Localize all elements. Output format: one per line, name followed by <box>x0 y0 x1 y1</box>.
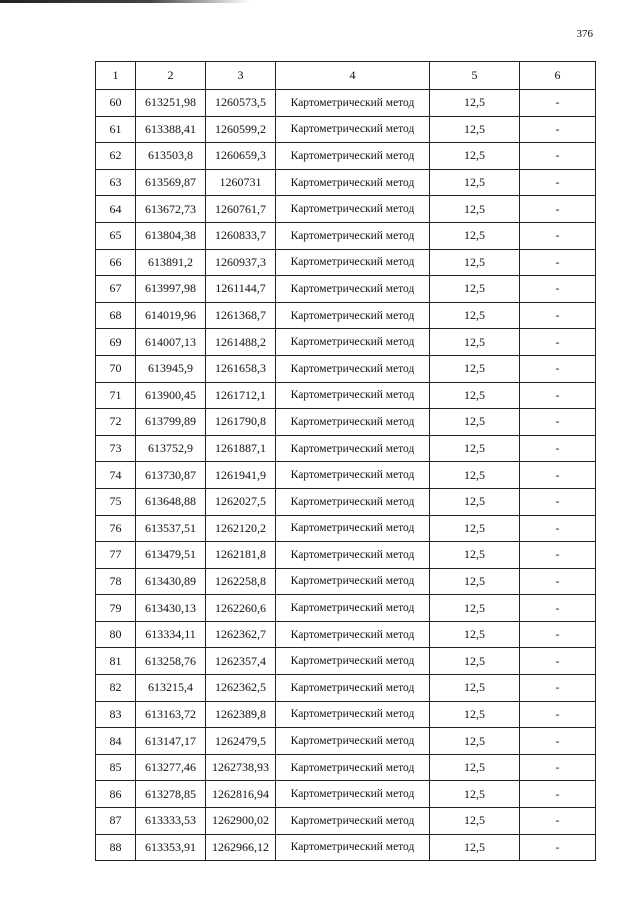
accuracy-cell: 12,5 <box>430 808 520 835</box>
accuracy-cell: 12,5 <box>430 781 520 808</box>
method-cell: Картометрический метод <box>276 834 430 861</box>
x-coordinate-cell: 614019,96 <box>136 302 206 329</box>
table-row <box>96 409 596 436</box>
table-row <box>96 435 596 462</box>
accuracy-cell: 12,5 <box>430 648 520 675</box>
method-cell: Картометрический метод <box>276 409 430 436</box>
method-cell: Картометрический метод <box>276 781 430 808</box>
point-number-cell: 66 <box>96 249 136 276</box>
x-coordinate-cell: 613945,9 <box>136 355 206 382</box>
x-coordinate-cell: 613799,89 <box>136 409 206 436</box>
note-cell: - <box>520 754 596 781</box>
y-coordinate-cell: 1261712,1 <box>206 382 276 409</box>
accuracy-cell: 12,5 <box>430 568 520 595</box>
method-cell: Картометрический метод <box>276 382 430 409</box>
note-cell: - <box>520 196 596 223</box>
table-row <box>96 621 596 648</box>
method-cell: Картометрический метод <box>276 90 430 117</box>
method-cell: Картометрический метод <box>276 808 430 835</box>
point-number-cell: 74 <box>96 462 136 489</box>
accuracy-cell: 12,5 <box>430 222 520 249</box>
accuracy-cell: 12,5 <box>430 302 520 329</box>
table-header <box>96 62 596 90</box>
note-cell: - <box>520 116 596 143</box>
accuracy-cell: 12,5 <box>430 435 520 462</box>
note-cell: - <box>520 169 596 196</box>
point-number-cell: 76 <box>96 515 136 542</box>
accuracy-cell: 12,5 <box>430 462 520 489</box>
method-cell: Картометрический метод <box>276 568 430 595</box>
point-number-cell: 79 <box>96 595 136 622</box>
x-coordinate-cell: 613430,13 <box>136 595 206 622</box>
note-cell: - <box>520 302 596 329</box>
point-number-cell: 63 <box>96 169 136 196</box>
point-number-cell: 88 <box>96 834 136 861</box>
x-coordinate-cell: 613215,4 <box>136 675 206 702</box>
table-row <box>96 542 596 569</box>
point-number-cell: 60 <box>96 90 136 117</box>
header-cell-4: 4 <box>276 62 430 90</box>
table-row <box>96 568 596 595</box>
y-coordinate-cell: 1262816,94 <box>206 781 276 808</box>
header-cell-6: 6 <box>520 62 596 90</box>
accuracy-cell: 12,5 <box>430 754 520 781</box>
method-cell: Картометрический метод <box>276 249 430 276</box>
coordinates-table <box>95 61 596 861</box>
note-cell: - <box>520 728 596 755</box>
accuracy-cell: 12,5 <box>430 621 520 648</box>
page-number: 376 <box>576 28 593 40</box>
accuracy-cell: 12,5 <box>430 701 520 728</box>
accuracy-cell: 12,5 <box>430 834 520 861</box>
y-coordinate-cell: 1262027,5 <box>206 488 276 515</box>
table-row <box>96 675 596 702</box>
note-cell: - <box>520 701 596 728</box>
method-cell: Картометрический метод <box>276 276 430 303</box>
x-coordinate-cell: 614007,13 <box>136 329 206 356</box>
x-coordinate-cell: 613251,98 <box>136 90 206 117</box>
x-coordinate-cell: 613752,9 <box>136 435 206 462</box>
y-coordinate-cell: 1262357,4 <box>206 648 276 675</box>
note-cell: - <box>520 675 596 702</box>
x-coordinate-cell: 613333,53 <box>136 808 206 835</box>
x-coordinate-cell: 613334,11 <box>136 621 206 648</box>
y-coordinate-cell: 1260937,3 <box>206 249 276 276</box>
x-coordinate-cell: 613277,46 <box>136 754 206 781</box>
method-cell: Картометрический метод <box>276 728 430 755</box>
y-coordinate-cell: 1260659,3 <box>206 143 276 170</box>
y-coordinate-cell: 1261488,2 <box>206 329 276 356</box>
note-cell: - <box>520 90 596 117</box>
method-cell: Картометрический метод <box>276 196 430 223</box>
y-coordinate-cell: 1260599,2 <box>206 116 276 143</box>
accuracy-cell: 12,5 <box>430 355 520 382</box>
x-coordinate-cell: 613147,17 <box>136 728 206 755</box>
y-coordinate-cell: 1262966,12 <box>206 834 276 861</box>
method-cell: Картометрический метод <box>276 488 430 515</box>
table-row <box>96 196 596 223</box>
point-number-cell: 75 <box>96 488 136 515</box>
method-cell: Картометрический метод <box>276 754 430 781</box>
accuracy-cell: 12,5 <box>430 542 520 569</box>
y-coordinate-cell: 1261941,9 <box>206 462 276 489</box>
note-cell: - <box>520 515 596 542</box>
y-coordinate-cell: 1261368,7 <box>206 302 276 329</box>
accuracy-cell: 12,5 <box>430 249 520 276</box>
note-cell: - <box>520 435 596 462</box>
table-row <box>96 222 596 249</box>
method-cell: Картометрический метод <box>276 329 430 356</box>
header-cell-2: 2 <box>136 62 206 90</box>
accuracy-cell: 12,5 <box>430 409 520 436</box>
x-coordinate-cell: 613278,85 <box>136 781 206 808</box>
note-cell: - <box>520 222 596 249</box>
table-row <box>96 355 596 382</box>
point-number-cell: 68 <box>96 302 136 329</box>
accuracy-cell: 12,5 <box>430 595 520 622</box>
point-number-cell: 61 <box>96 116 136 143</box>
note-cell: - <box>520 249 596 276</box>
method-cell: Картометрический метод <box>276 675 430 702</box>
x-coordinate-cell: 613569,87 <box>136 169 206 196</box>
accuracy-cell: 12,5 <box>430 196 520 223</box>
y-coordinate-cell: 1260731 <box>206 169 276 196</box>
table-row <box>96 276 596 303</box>
note-cell: - <box>520 143 596 170</box>
table-row <box>96 701 596 728</box>
y-coordinate-cell: 1262258,8 <box>206 568 276 595</box>
method-cell: Картометрический метод <box>276 116 430 143</box>
x-coordinate-cell: 613891,2 <box>136 249 206 276</box>
table-row <box>96 754 596 781</box>
note-cell: - <box>520 542 596 569</box>
x-coordinate-cell: 613479,51 <box>136 542 206 569</box>
method-cell: Картометрический метод <box>276 355 430 382</box>
accuracy-cell: 12,5 <box>430 90 520 117</box>
table-row <box>96 515 596 542</box>
table-row <box>96 169 596 196</box>
x-coordinate-cell: 613730,87 <box>136 462 206 489</box>
x-coordinate-cell: 613353,91 <box>136 834 206 861</box>
point-number-cell: 81 <box>96 648 136 675</box>
note-cell: - <box>520 462 596 489</box>
method-cell: Картометрический метод <box>276 595 430 622</box>
x-coordinate-cell: 613900,45 <box>136 382 206 409</box>
y-coordinate-cell: 1262389,8 <box>206 701 276 728</box>
accuracy-cell: 12,5 <box>430 276 520 303</box>
method-cell: Картометрический метод <box>276 302 430 329</box>
y-coordinate-cell: 1261887,1 <box>206 435 276 462</box>
table-row <box>96 382 596 409</box>
table-row <box>96 648 596 675</box>
note-cell: - <box>520 355 596 382</box>
y-coordinate-cell: 1260573,5 <box>206 90 276 117</box>
method-cell: Картометрический метод <box>276 435 430 462</box>
table-row <box>96 462 596 489</box>
method-cell: Картометрический метод <box>276 222 430 249</box>
note-cell: - <box>520 276 596 303</box>
x-coordinate-cell: 613997,98 <box>136 276 206 303</box>
note-cell: - <box>520 648 596 675</box>
point-number-cell: 69 <box>96 329 136 356</box>
header-cell-1: 1 <box>96 62 136 90</box>
point-number-cell: 70 <box>96 355 136 382</box>
method-cell: Картометрический метод <box>276 701 430 728</box>
y-coordinate-cell: 1262900,02 <box>206 808 276 835</box>
note-cell: - <box>520 781 596 808</box>
x-coordinate-cell: 613672,73 <box>136 196 206 223</box>
y-coordinate-cell: 1262738,93 <box>206 754 276 781</box>
method-cell: Картометрический метод <box>276 462 430 489</box>
header-row <box>96 62 596 90</box>
point-number-cell: 84 <box>96 728 136 755</box>
point-number-cell: 82 <box>96 675 136 702</box>
point-number-cell: 72 <box>96 409 136 436</box>
table-row <box>96 595 596 622</box>
note-cell: - <box>520 488 596 515</box>
point-number-cell: 73 <box>96 435 136 462</box>
method-cell: Картометрический метод <box>276 542 430 569</box>
table-row <box>96 143 596 170</box>
table-body <box>96 90 596 861</box>
x-coordinate-cell: 613804,38 <box>136 222 206 249</box>
accuracy-cell: 12,5 <box>430 728 520 755</box>
accuracy-cell: 12,5 <box>430 488 520 515</box>
point-number-cell: 86 <box>96 781 136 808</box>
table-row <box>96 781 596 808</box>
y-coordinate-cell: 1260833,7 <box>206 222 276 249</box>
x-coordinate-cell: 613388,41 <box>136 116 206 143</box>
x-coordinate-cell: 613258,76 <box>136 648 206 675</box>
method-cell: Картометрический метод <box>276 621 430 648</box>
method-cell: Картометрический метод <box>276 515 430 542</box>
point-number-cell: 67 <box>96 276 136 303</box>
table-row <box>96 116 596 143</box>
y-coordinate-cell: 1262181,8 <box>206 542 276 569</box>
table-row <box>96 90 596 117</box>
point-number-cell: 65 <box>96 222 136 249</box>
note-cell: - <box>520 621 596 648</box>
accuracy-cell: 12,5 <box>430 515 520 542</box>
point-number-cell: 83 <box>96 701 136 728</box>
table-row <box>96 808 596 835</box>
note-cell: - <box>520 808 596 835</box>
table-row <box>96 302 596 329</box>
y-coordinate-cell: 1262479,5 <box>206 728 276 755</box>
y-coordinate-cell: 1262260,6 <box>206 595 276 622</box>
table-row <box>96 834 596 861</box>
x-coordinate-cell: 613430,89 <box>136 568 206 595</box>
y-coordinate-cell: 1261790,8 <box>206 409 276 436</box>
y-coordinate-cell: 1261658,3 <box>206 355 276 382</box>
accuracy-cell: 12,5 <box>430 143 520 170</box>
accuracy-cell: 12,5 <box>430 382 520 409</box>
note-cell: - <box>520 329 596 356</box>
point-number-cell: 77 <box>96 542 136 569</box>
point-number-cell: 71 <box>96 382 136 409</box>
accuracy-cell: 12,5 <box>430 169 520 196</box>
y-coordinate-cell: 1262362,5 <box>206 675 276 702</box>
accuracy-cell: 12,5 <box>430 329 520 356</box>
note-cell: - <box>520 382 596 409</box>
note-cell: - <box>520 595 596 622</box>
x-coordinate-cell: 613537,51 <box>136 515 206 542</box>
header-cell-3: 3 <box>206 62 276 90</box>
point-number-cell: 78 <box>96 568 136 595</box>
method-cell: Картометрический метод <box>276 169 430 196</box>
note-cell: - <box>520 568 596 595</box>
point-number-cell: 87 <box>96 808 136 835</box>
point-number-cell: 80 <box>96 621 136 648</box>
table-row <box>96 249 596 276</box>
note-cell: - <box>520 834 596 861</box>
table-row <box>96 488 596 515</box>
method-cell: Картометрический метод <box>276 648 430 675</box>
table-row <box>96 728 596 755</box>
header-cell-5: 5 <box>430 62 520 90</box>
scan-edge-mark <box>0 0 250 3</box>
accuracy-cell: 12,5 <box>430 675 520 702</box>
accuracy-cell: 12,5 <box>430 116 520 143</box>
method-cell: Картометрический метод <box>276 143 430 170</box>
x-coordinate-cell: 613503,8 <box>136 143 206 170</box>
point-number-cell: 64 <box>96 196 136 223</box>
x-coordinate-cell: 613163,72 <box>136 701 206 728</box>
y-coordinate-cell: 1260761,7 <box>206 196 276 223</box>
y-coordinate-cell: 1261144,7 <box>206 276 276 303</box>
point-number-cell: 62 <box>96 143 136 170</box>
y-coordinate-cell: 1262120,2 <box>206 515 276 542</box>
x-coordinate-cell: 613648,88 <box>136 488 206 515</box>
note-cell: - <box>520 409 596 436</box>
point-number-cell: 85 <box>96 754 136 781</box>
table-row <box>96 329 596 356</box>
y-coordinate-cell: 1262362,7 <box>206 621 276 648</box>
